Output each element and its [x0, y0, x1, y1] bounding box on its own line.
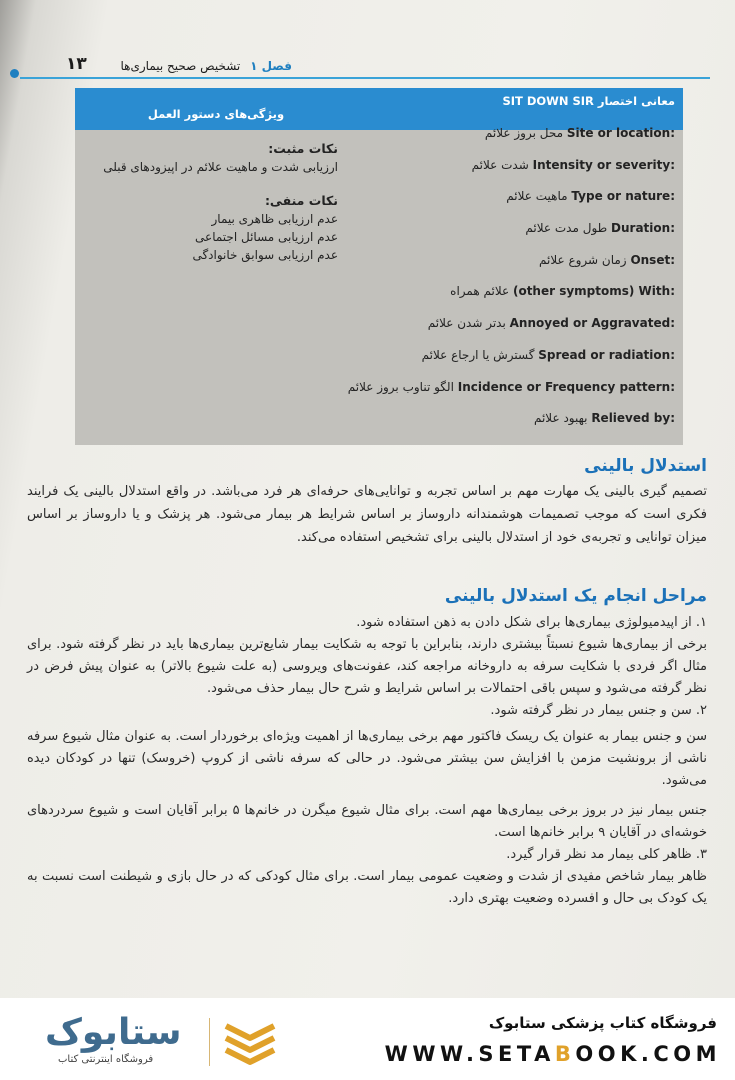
store-logo	[40, 1012, 290, 1072]
negative-item: عدم ارزیابی مسائل اجتماعی	[195, 230, 338, 244]
chapter-heading	[120, 59, 292, 73]
step-1-heading: ۱. از اپیدمیولوژی بیماری‌ها برای شکل دادن به ذهن استفاده شود.	[356, 615, 707, 630]
store-title: فروشگاه کتاب پزشکی ستابوک	[488, 1014, 717, 1032]
table-row: (other symptoms) With: علائم همراه	[450, 284, 675, 299]
sitdownsir-table	[75, 88, 683, 445]
header-rule	[20, 77, 710, 79]
features-column	[83, 140, 338, 264]
steps-content	[27, 612, 707, 910]
table-row: Incidence or Frequency pattern: الگو تناوب بروز علائم	[347, 379, 675, 394]
table-row: Annoyed or Aggravated: بدتر شدن علائم	[427, 316, 675, 331]
negative-item: عدم ارزیابی سوابق خانوادگی	[192, 248, 338, 262]
logo-separator	[209, 1018, 210, 1066]
logo-subtitle: فروشگاه اینترنتی کتاب	[58, 1054, 154, 1065]
table-row: Intensity or severity: شدت علائم	[471, 157, 675, 172]
table-row: Relieved by: بهبود علائم	[533, 411, 675, 426]
store-url: WWW.SETABOOK.COM	[384, 1042, 721, 1066]
page-header	[10, 52, 710, 78]
store-footer-banner	[0, 998, 735, 1080]
step-3-text: ظاهر بیمار شاخص مفیدی از شدت و وضعیت عمومی بیمار است. برای مثال کودکی که در حال بازی و شیطنت است نسبت به یک کودک بی حال و افسرده وضعیت بهتری دارد.	[27, 869, 707, 906]
table-row: Type or nature: ماهیت علائم	[506, 189, 675, 204]
step-2-heading: ۲. سن و جنس بیمار در نظر گرفته شود.	[490, 703, 707, 718]
table-row: Site or location: محل بروز علائم	[484, 126, 675, 140]
table-row: Onset: زمان شروع علائم	[539, 252, 675, 267]
section-title-clinical-reasoning: استدلال بالینی	[584, 456, 707, 476]
table-head-left: ویژگی‌های دستور العمل	[147, 107, 285, 121]
chapter-label: فصل ۱	[250, 59, 292, 73]
step-2-text: سن و جنس بیمار به عنوان یک ریسک فاکتور مهم برخی بیماری‌ها از اهمیت ویژه‌ای برخوردار است. به عنوان مثال شیوع سرفه ناشی از برونشیت مزمن با افزایش سن بیشتر می‌شود. در حالی که سرفه ناشی از کروپ (خروسک) تنها در کودکان دیده می‌شود.	[27, 729, 707, 788]
positive-title: نکات مثبت:	[268, 141, 338, 156]
positive-item: ارزیابی شدت و ماهیت علائم در اپیزودهای قبلی	[103, 160, 338, 174]
chevron-stack-icon	[220, 1018, 280, 1066]
table-row: Spread or radiation: گسترش یا ارجاع علائم	[421, 347, 675, 362]
section-title-steps: مراحل انجام یک استدلال بالینی	[444, 586, 707, 606]
table-head-right: معانی اختصار SIT DOWN SIR	[502, 94, 675, 108]
logo-text: ستابوک	[45, 1012, 182, 1053]
acronym-rows	[345, 124, 675, 441]
negative-item: عدم ارزیابی ظاهری بیمار	[211, 212, 338, 226]
negative-title: نکات منفی:	[264, 193, 338, 208]
page-number: ۱۳	[66, 54, 87, 74]
clinical-reasoning-paragraph: تصمیم گیری بالینی یک مهارت مهم بر اساس تجربه و توانایی‌های حرفه‌ای هر فرد می‌باشد. در واقع استدلال بالینی یک فرایند فکری است که موجب تصمیمات هوشمندانه داروساز بر اساس شرایط هر بیمار می‌شود. هر پزشک و یا داروساز بر اساس میزان توانایی و تجربه‌ی خود از استدلال بالینی برای تشخیص استفاده می‌کند.	[27, 484, 707, 545]
step-3-heading: ۳. ظاهر کلی بیمار مد نظر قرار گیرد.	[506, 847, 707, 862]
header-dot	[10, 69, 19, 78]
step-1-text: برخی از بیماری‌ها شیوع نسبتاً بیشتری دارند، بنابراین با توجه به شکایت بیمار شایع‌ترین بیماری‌ها باید در نظر گرفته شود. برای مثال اگر فردی با شکایت سرفه به داروخانه مراجعه کند، عفونت‌های ویروسی (به علت شیوع بالاتر) به عنوان پیش فرض در نظر گرفته می‌شود و سپس باقی احتمالات بر اساس شرایط و شرح حال بیمار حذف می‌شود.	[27, 637, 707, 696]
chapter-title: تشخیص صحیح بیماری‌ها	[120, 59, 241, 73]
table-row: Duration: طول مدت علائم	[525, 221, 675, 236]
step-2-text-2: جنس بیمار نیز در بروز برخی بیماری‌ها مهم است. برای مثال شیوع میگرن در خانم‌ها ۵ برابر آقایان است و شیوع سردردهای خوشه‌ای در آقایان ۹ برابر خانم‌ها است.	[27, 803, 707, 840]
